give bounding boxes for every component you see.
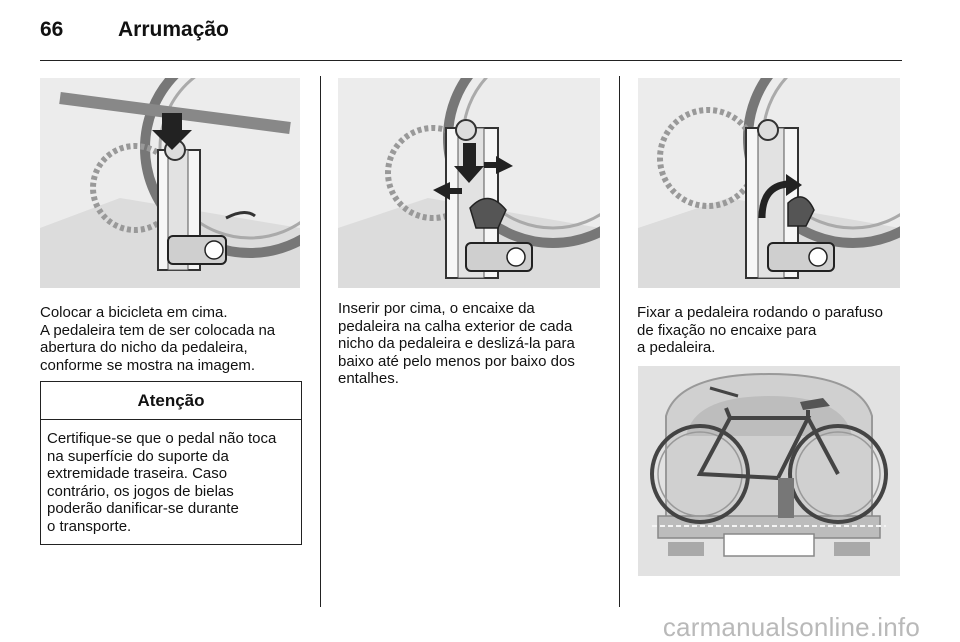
pedal-holder-slide-illustration: [338, 78, 600, 288]
text-line: pedaleira na calha exterior de cada: [338, 317, 573, 335]
text-line: Fixar a pedaleira rodando o parafuso: [637, 304, 883, 321]
car-with-mounted-bicycle-illustration: [638, 366, 900, 576]
pedal-screw-fix-illustration: [638, 78, 900, 288]
column-2-paragraph: [338, 300, 603, 388]
warning-box: [40, 381, 302, 545]
header-divider: [40, 60, 902, 61]
warning-heading: Atenção: [41, 382, 301, 420]
watermark[interactable]: carmanualsonline.info: [662, 612, 920, 642]
text-line: conforme se mostra na imagem.: [40, 356, 256, 374]
text-line: o transporte.: [47, 517, 132, 535]
text-line: na superfície do suporte da: [47, 447, 229, 465]
warning-text: [41, 420, 301, 535]
column-1-paragraph: [40, 304, 305, 374]
text-line: poderão danificar-se durante: [47, 500, 239, 517]
text-line: baixo até pelo menos por baixo dos: [338, 352, 575, 370]
text-line: a pedaleira.: [637, 339, 716, 356]
text-line: entalhes.: [338, 370, 399, 387]
page-number: 66: [40, 18, 64, 41]
page-title: Arrumação: [118, 18, 229, 41]
text-line: nicho da pedaleira e deslizá-la para: [338, 335, 575, 352]
text-line: Certifique-se que o pedal não toca: [47, 430, 277, 447]
column-divider-left: [320, 76, 321, 607]
text-line: abertura do nicho da pedaleira,: [40, 339, 248, 356]
text-line: A pedaleira tem de ser colocada na: [40, 321, 276, 339]
text-line: Inserir por cima, o encaixe da: [338, 300, 535, 317]
text-line: extremidade traseira. Caso: [47, 465, 228, 482]
column-3-paragraph: [637, 304, 907, 357]
text-line: Colocar a bicicleta em cima.: [40, 304, 228, 321]
text-line: de fixação no encaixe para: [637, 321, 817, 339]
text-line: contrário, os jogos de bielas: [47, 482, 234, 500]
bike-rack-pedal-insert-illustration: [40, 78, 300, 288]
column-divider-right: [619, 76, 620, 607]
